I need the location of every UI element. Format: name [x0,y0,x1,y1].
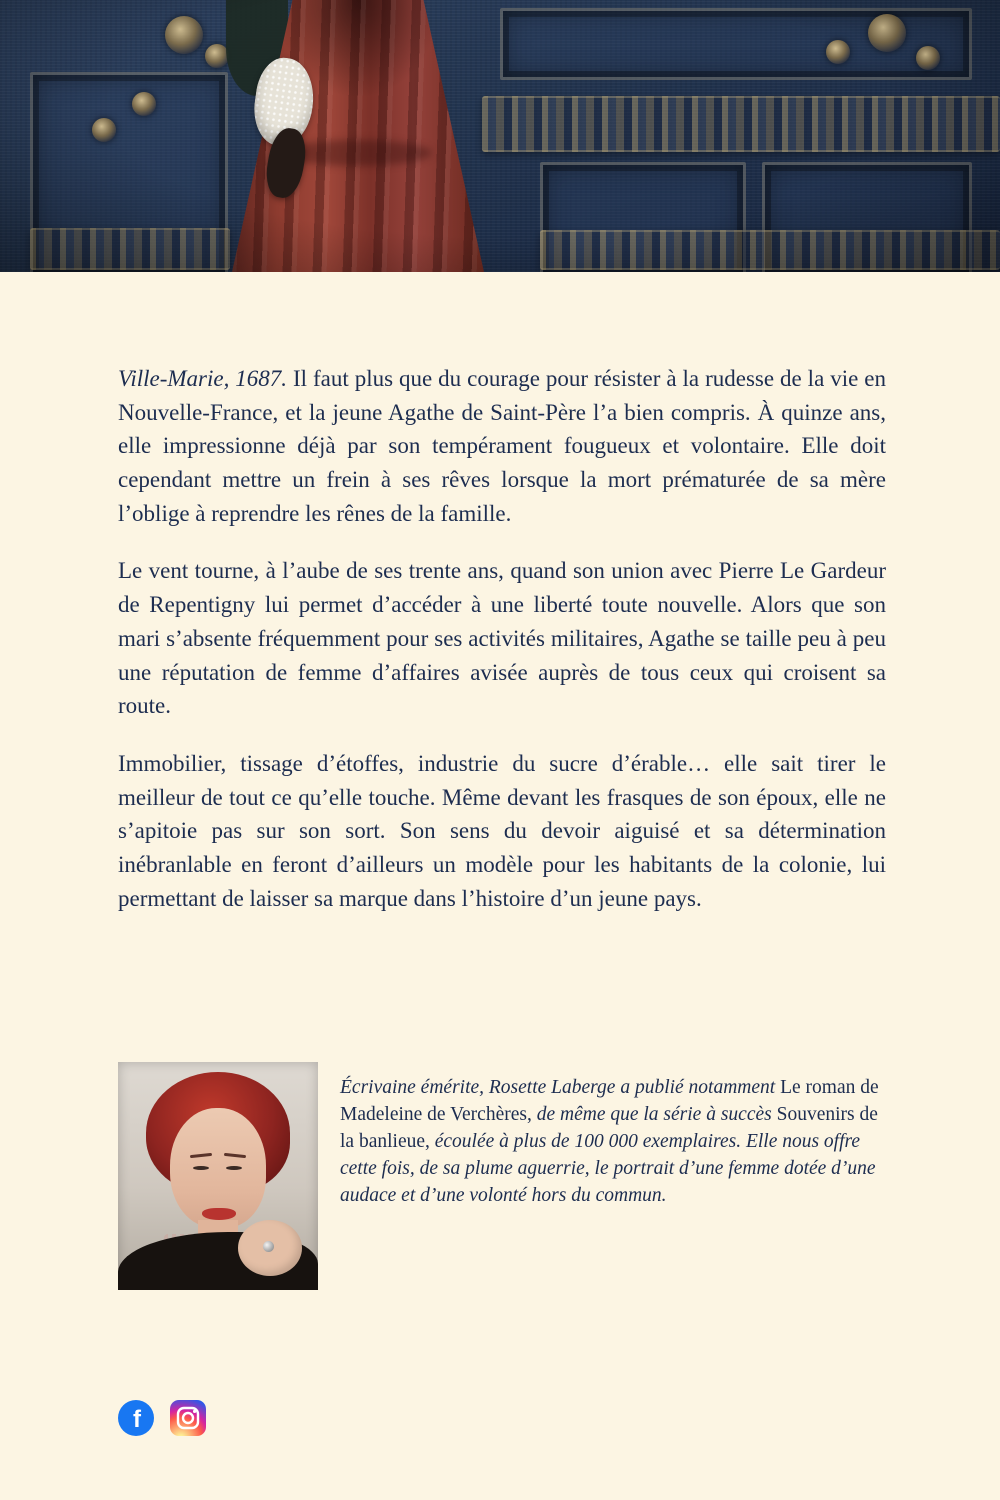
author-ring [263,1241,274,1252]
author-face-detail [202,1208,236,1220]
dress-waist-shadow [282,140,432,166]
ornament-rosette [826,40,850,64]
svg-text:f: f [133,1406,141,1433]
author-section [118,1062,886,1292]
author-face-detail [193,1166,209,1170]
door-panel [540,162,746,272]
ornament-rosette [868,14,906,52]
door-panel [762,162,972,272]
ornament-rosette [165,16,203,54]
synopsis-paragraph-1: Ville-Marie, 1687. Il faut plus que du courage pour résister à la rudesse de la vie en Nouvelle-France, et la jeune Agathe de Saint-Père l’a bien compris. À quinze ans, elle impressionne déjà par son tempérament fougueux et volontaire. Elle doit cependant mettre un frein à ses rêves lorsque la mort prématurée de sa mère l’oblige à reprendre les rênes de la famille. [118,366,886,526]
back-cover-synopsis [118,362,886,939]
ornament-rosette [132,92,156,116]
carved-ornament-rail [540,230,1000,270]
door-panel [500,8,972,80]
author-face-detail [226,1166,242,1170]
author-photo [118,1062,318,1290]
carved-ornament-rail [30,228,230,270]
cover-art [0,0,1000,272]
facebook-icon[interactable] [118,1400,154,1436]
lace-cuff [249,54,319,149]
social-links [118,1400,206,1436]
synopsis-paragraph-2: Le vent tourne, à l’aube de ses trente ans, quand son union avec Pierre Le Gardeur de Repentigny lui permet d’accéder à une liberté toute nouvelle. Alors que son mari s’absente fréquemment pour ses activités militaires, Agathe se taille peu à peu une réputation de femme d’affaires avisée auprès de tous ceux qui croisent sa route. [118,558,886,719]
ornament-rosette [916,46,940,70]
ornament-rosette [92,118,116,142]
synopsis-paragraph-3: Immobilier, tissage d’étoffes, industrie du sucre d’érable… elle sait tirer le meilleur de tout ce qu’elle touche. Même devant les frasques de son époux, elle ne s’apitoie pas sur son sort. Son sens du devoir aiguisé et sa détermination inébranlable en feront d’ailleurs un modèle pour les habitants de la colonie, lui permettant de laisser sa marque dans l’histoire d’un jeune pays. [118,750,886,911]
door-panel [30,72,228,272]
instagram-icon[interactable] [170,1400,206,1436]
figure-cloak [226,0,288,96]
gloved-hand [262,125,310,200]
author-bio: Écrivaine émérite, Rosette Laberge a publié notamment Le roman de Madeleine de Verchères, de même que la série à succès Souvenirs de la banlieue, écoulée à plus de 100 000 exemplaires. Elle nous offre cette fois, de sa plume aguerrie, le portrait d’une femme dotée d’une audace et d’une volonté hors du commun. [340,1077,879,1206]
carved-ornament-rail [482,96,1000,152]
ornament-rosette [205,44,229,68]
figure-dress [232,0,484,272]
